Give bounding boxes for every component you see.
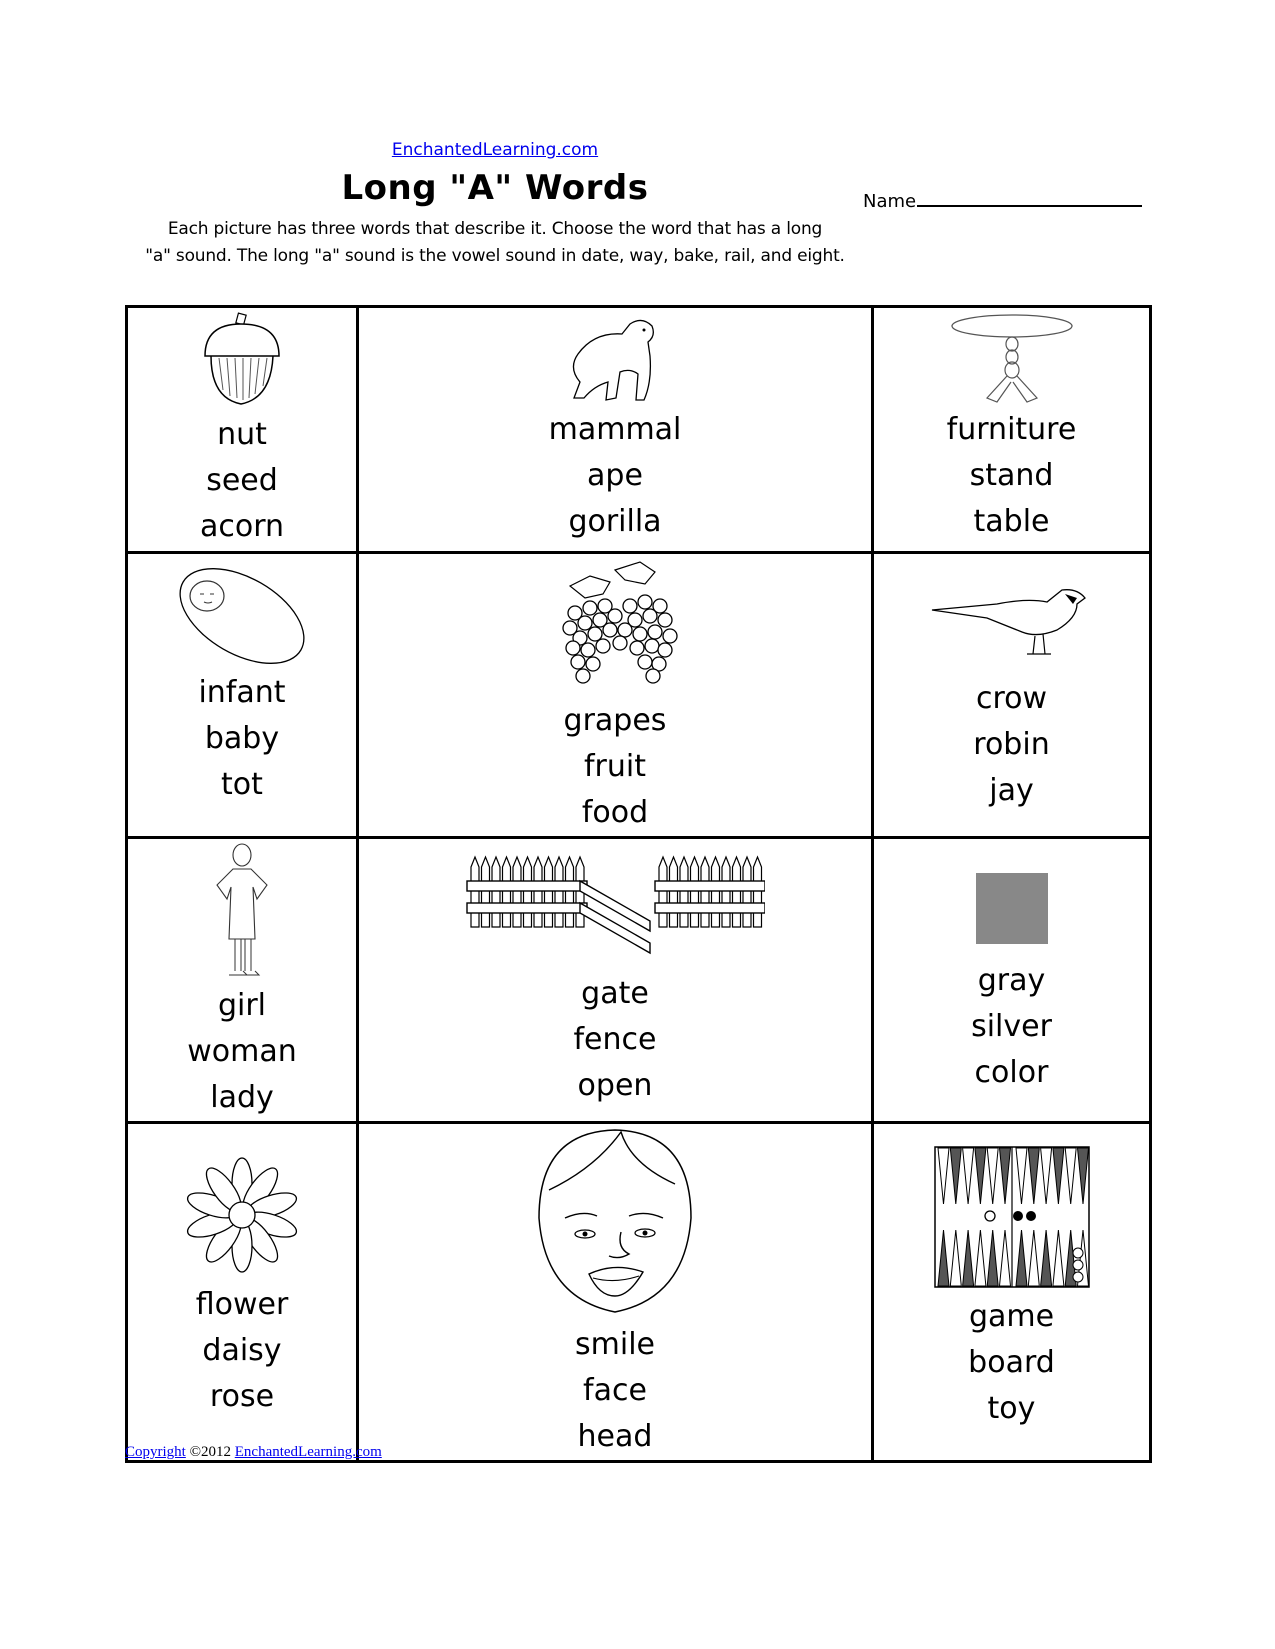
word-option[interactable]: open [577,1068,653,1103]
word-list [187,983,297,1121]
word-option[interactable]: rose [209,1379,275,1414]
word-option[interactable]: daisy [202,1333,282,1368]
word-option[interactable]: flower [195,1287,289,1322]
site-link[interactable]: EnchantedLearning.com [391,140,599,160]
face-icon [535,1128,695,1318]
word-list [549,407,682,545]
instructions-line-1: Each picture has three words that describe it. Choose the word that has a long [167,219,823,239]
word-option[interactable]: silver [971,1009,1052,1044]
grapes-icon [545,558,685,698]
cell-face [358,1123,873,1462]
word-list [947,407,1077,545]
word-option[interactable]: smile [575,1327,655,1362]
word-option[interactable]: infant [198,675,286,710]
word-option[interactable]: grapes [563,703,667,738]
cell-woman [127,838,358,1123]
word-option[interactable]: game [968,1299,1055,1334]
word-option[interactable]: toy [987,1391,1036,1426]
word-option[interactable]: fence [573,1022,657,1057]
instructions [125,216,865,270]
cell-gray [873,838,1151,1123]
word-option[interactable]: board [968,1345,1055,1380]
word-option[interactable]: stand [969,458,1054,493]
word-option[interactable]: woman [187,1034,297,1069]
cell-baby [127,553,358,838]
word-option[interactable]: color [974,1055,1049,1090]
footer-site-link[interactable]: EnchantedLearning.com [234,1444,382,1460]
page-title: Long "A" Words [341,168,649,208]
name-label: Name [863,191,917,212]
word-option[interactable]: baby [204,721,280,756]
baby-icon [172,558,312,668]
word-option[interactable]: nut [217,417,267,452]
word-option[interactable]: gorilla [568,504,662,539]
word-option[interactable]: girl [217,988,267,1023]
word-option[interactable]: tot [221,767,263,802]
gorilla-icon [560,312,670,407]
cell-backgammon [873,1123,1151,1462]
table-icon [947,312,1077,407]
cell-bird [873,553,1151,838]
word-option[interactable]: furniture [946,412,1077,447]
cell-grapes [358,553,873,838]
word-option[interactable]: crow [975,681,1048,716]
cell-gorilla [358,307,873,553]
cell-daisy [127,1123,358,1462]
word-option[interactable]: seed [206,463,278,498]
word-list [968,1294,1055,1432]
word-list [564,698,667,836]
instructions-line-2: "a" sound. The long "a" sound is the vowel sound in date, way, bake, rail, and eight. [145,246,845,266]
word-option[interactable]: ape [587,458,643,493]
word-list [574,971,657,1109]
word-option[interactable]: gate [581,976,649,1011]
woman-icon [207,843,277,983]
word-grid [125,305,1152,1463]
name-blank-line[interactable] [917,191,1142,207]
word-option[interactable]: mammal [548,412,682,447]
acorn-icon [197,312,287,412]
word-option[interactable]: robin [973,727,1050,762]
backgammon-icon [934,1146,1090,1288]
fence-icon [465,853,765,963]
word-option[interactable]: lady [210,1080,274,1115]
cell-acorn [127,307,358,553]
bird-icon [927,574,1097,664]
name-field[interactable] [863,191,1142,212]
word-option[interactable]: fruit [583,749,646,784]
word-list [971,958,1052,1096]
cell-fence [358,838,873,1123]
word-list [973,676,1049,814]
word-option[interactable]: jay [989,773,1034,808]
copyright-link[interactable]: Copyright [125,1444,186,1460]
footer [125,1444,382,1461]
gray-square-icon [976,873,1048,944]
word-option[interactable]: food [581,795,649,830]
word-option[interactable]: gray [977,963,1046,998]
word-option[interactable]: table [973,504,1050,539]
word-list [196,1282,289,1420]
daisy-icon [182,1150,302,1280]
word-list [198,670,285,808]
cell-table [873,307,1151,553]
word-option[interactable]: acorn [199,509,285,544]
word-list [575,1322,655,1460]
word-list [200,412,284,550]
word-option[interactable]: face [583,1373,647,1408]
copyright-year: ©2012 [189,1444,231,1460]
word-option[interactable]: head [577,1419,653,1454]
